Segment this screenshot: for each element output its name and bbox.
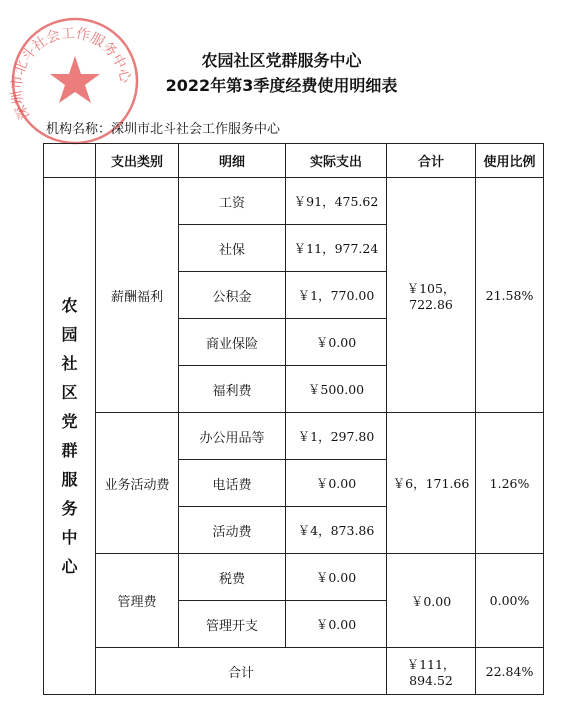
item-amount: ￥0.00 [286, 554, 387, 601]
ratio-cell: 1.26% [476, 413, 544, 554]
header-subtotal: 合计 [387, 144, 476, 178]
item-amount: ￥1，297.80 [286, 413, 387, 460]
total-ratio: 22.84% [476, 648, 544, 695]
header-actual: 实际支出 [286, 144, 387, 178]
subtotal-cell: ￥0.00 [387, 554, 476, 648]
item-amount: ￥11，977.24 [286, 225, 387, 272]
item-name: 商业保险 [179, 319, 286, 366]
item-name: 工资 [179, 178, 286, 225]
document-subtitle: 2022年第3季度经费使用明细表 [165, 76, 398, 95]
sidebar-center-name: 农园社区党群服务中心 [44, 178, 96, 695]
organization-name: 机构名称：深圳市北斗社会工作服务中心 [46, 122, 281, 137]
item-name: 社保 [179, 225, 286, 272]
header-blank [44, 144, 96, 178]
total-amount: ￥111，894.52 [387, 648, 476, 695]
document-title: 农园社区党群服务中心 [201, 51, 362, 70]
category-cell: 业务活动费 [96, 413, 179, 554]
ratio-cell: 21.58% [476, 178, 544, 413]
item-name: 活动费 [179, 507, 286, 554]
item-name: 税费 [179, 554, 286, 601]
item-amount: ￥0.00 [286, 460, 387, 507]
item-name: 电话费 [179, 460, 286, 507]
total-label: 合计 [96, 648, 387, 695]
category-cell: 管理费 [96, 554, 179, 648]
item-name: 福利费 [179, 366, 286, 413]
seal-text: 深圳市北斗社会工作服务中心 [8, 25, 134, 122]
header-category: 支出类别 [96, 144, 179, 178]
total-row [44, 648, 544, 695]
table-header-row [44, 144, 544, 178]
item-amount: ￥4，873.86 [286, 507, 387, 554]
category-cell: 薪酬福利 [96, 178, 179, 413]
item-name: 公积金 [179, 272, 286, 319]
expense-table [43, 143, 544, 695]
item-name: 管理开支 [179, 601, 286, 648]
item-amount: ￥500.00 [286, 366, 387, 413]
item-amount: ￥0.00 [286, 601, 387, 648]
ratio-cell: 0.00% [476, 554, 544, 648]
table-row [44, 413, 544, 460]
item-amount: ￥0.00 [286, 319, 387, 366]
item-name: 办公用品等 [179, 413, 286, 460]
header-ratio: 使用比例 [476, 144, 544, 178]
table-row [44, 178, 544, 225]
table-row [44, 554, 544, 601]
header-detail: 明细 [179, 144, 286, 178]
subtotal-cell: ￥105，722.86 [387, 178, 476, 413]
item-amount: ￥1，770.00 [286, 272, 387, 319]
subtotal-cell: ￥6，171.66 [387, 413, 476, 554]
item-amount: ￥91，475.62 [286, 178, 387, 225]
